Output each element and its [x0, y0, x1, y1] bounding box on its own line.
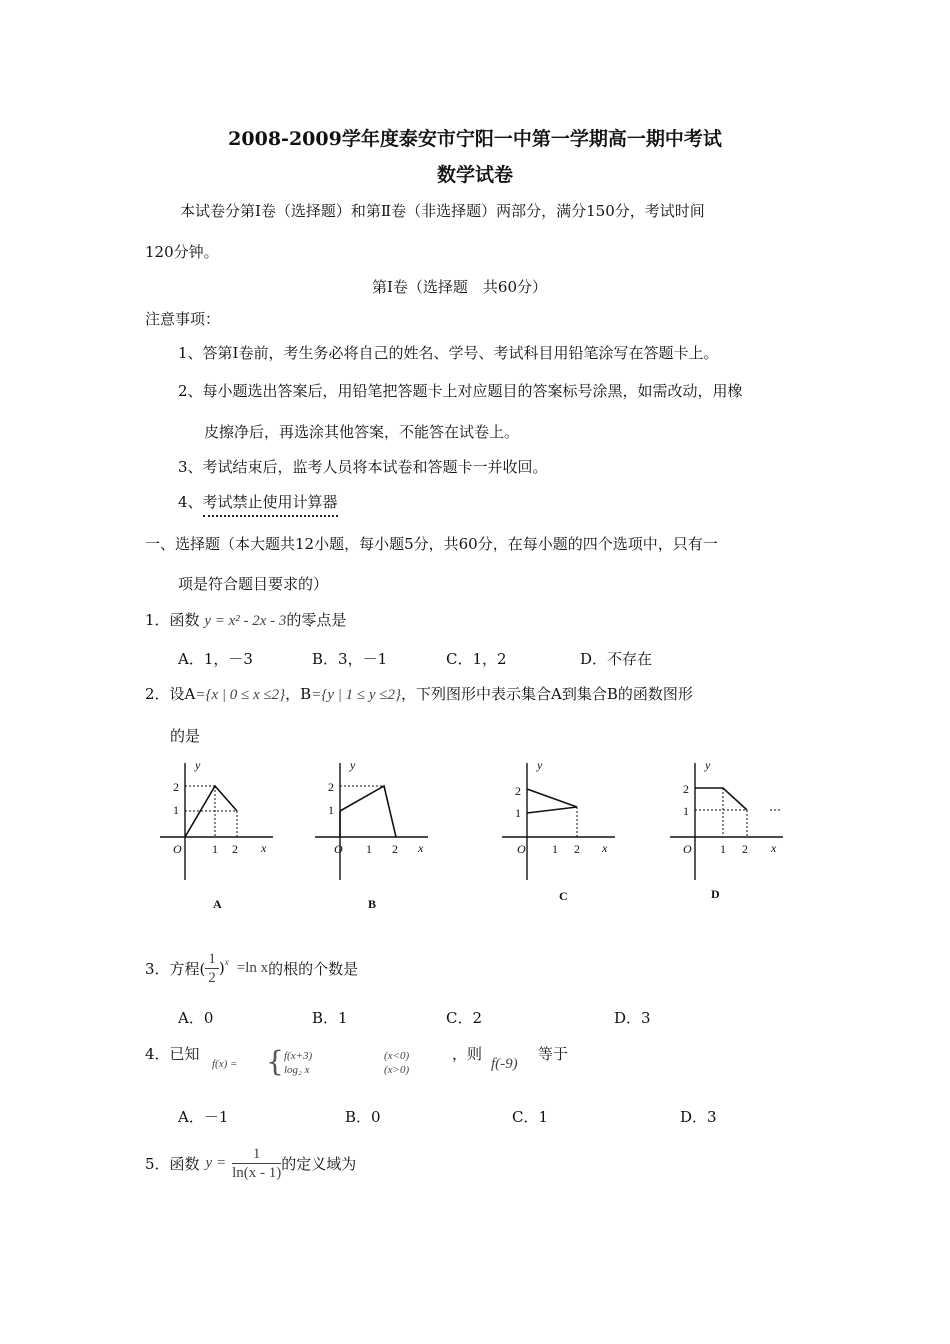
q1-tail: 的零点是 [286, 611, 347, 629]
q3-option-b: B．1 [312, 1009, 348, 1027]
graph-d-origin: O [683, 842, 692, 856]
q3-pow: ) [218, 959, 225, 977]
q4-option-c: C．1 [512, 1108, 549, 1126]
graph-a-tick-x1: 1 [212, 842, 218, 856]
graph-d-tick-x2: 2 [742, 842, 748, 856]
graph-c-curve [527, 789, 577, 813]
q5-frac-den: ln(x - 1) [232, 1164, 282, 1181]
graph-a-tick-y2: 2 [173, 780, 179, 794]
graph-c-tick-x2: 2 [574, 842, 580, 856]
q4-tail: 等于 [538, 1045, 569, 1063]
q2-mid: ，B [285, 685, 312, 703]
graph-d-tick-y2: 2 [683, 782, 689, 796]
q4-f-lhs: f(x) = [212, 1058, 238, 1070]
q2-tail: ，下列图形中表示集合A到集合B的函数图形 [400, 685, 693, 703]
graph-d-y-label: y [705, 758, 711, 772]
graph-a-y-label: y [195, 758, 201, 772]
graph-c-y-label: y [537, 758, 543, 772]
intro-line-1: 本试卷分第Ⅰ卷（选择题）和第Ⅱ卷（非选择题）两部分，满分150分，考试时间 [180, 202, 705, 220]
q2-line-2: 的是 [170, 727, 201, 745]
graph-c [497, 755, 627, 915]
q1-number: 1．函数 [145, 611, 200, 629]
graph-d-x-label: x [771, 841, 777, 855]
q3-rhs: =ln x [236, 959, 269, 976]
graph-b-y-label: y [350, 758, 356, 772]
q4-case2-expr: log₂ x [284, 1064, 310, 1076]
graph-b-tick-x2: 2 [392, 842, 398, 856]
question-2 [145, 683, 693, 704]
graph-a-label: A [213, 897, 222, 911]
q1-option-d: D．不存在 [580, 650, 653, 668]
graph-d-tick-x1: 1 [720, 842, 726, 856]
note-4-emphasis: 考试禁止使用计算器 [203, 493, 338, 517]
q3-option-c: C．2 [446, 1009, 483, 1027]
note-1: 1、答第Ⅰ卷前，考生务必将自己的姓名、学号、考试科目用铅笔涂写在答题卡上。 [178, 344, 719, 362]
intro-line-2: 120分钟。 [145, 243, 219, 261]
note-2b: 皮擦净后，再选涂其他答案，不能答在试卷上。 [204, 423, 520, 441]
q4-brace: { [266, 1045, 284, 1078]
q4-mid: ，则 [452, 1045, 483, 1063]
q5-frac-num: 1 [232, 1145, 281, 1164]
section1-line-2: 项是符合题目要求的） [178, 575, 329, 593]
q3-prefix: 3．方程( [145, 959, 206, 978]
q3-fraction [205, 950, 219, 987]
graph-a-tick-x2: 2 [232, 842, 238, 856]
q2-prefix: 2．设A [145, 685, 196, 703]
q1-option-b: B．3，－1 [312, 650, 388, 668]
graph-b-curve [340, 786, 396, 837]
q3-frac-den: 2 [208, 969, 216, 986]
graph-c-tick-y2: 2 [515, 784, 521, 798]
q4-option-d: D．3 [680, 1108, 717, 1126]
graph-b-x-label: x [418, 841, 424, 855]
q1-option-a: A．1，－3 [178, 650, 253, 668]
q2-set-b: ={y | 1 ≤ y ≤2} [311, 687, 401, 703]
graph-d-tick-y1: 1 [683, 804, 689, 818]
graph-b-tick-y2: 2 [328, 780, 334, 794]
q2-set-a: ={x | 0 ≤ x ≤2} [195, 687, 286, 703]
note-2a: 2、每小题选出答案后，用铅笔把答题卡上对应题目的答案标号涂黑，如需改动，用橡 [178, 382, 743, 400]
q4-f-call: f(-9) [491, 1056, 518, 1072]
graph-b-tick-x1: 1 [366, 842, 372, 856]
graph-c-x-label: x [602, 841, 608, 855]
graph-c-label: C [559, 889, 568, 903]
question-3 [145, 946, 358, 990]
q5-fraction [232, 1145, 281, 1182]
graph-c-tick-x1: 1 [552, 842, 558, 856]
q3-option-d: D．3 [614, 1009, 651, 1027]
question-1 [145, 609, 346, 630]
graph-d-label: D [711, 887, 720, 901]
q4-case1-cond: (x<0) [384, 1050, 410, 1062]
graph-a [155, 755, 285, 915]
graph-c-tick-y1: 1 [515, 806, 521, 820]
q3-frac-num: 1 [205, 950, 219, 969]
graph-b-tick-y1: 1 [328, 803, 334, 817]
q1-formula: y = x² - 2x - 3 [204, 613, 287, 629]
notes-heading: 注意事项： [145, 310, 221, 328]
q4-option-a: A．－1 [178, 1108, 229, 1126]
graph-d [665, 755, 795, 915]
graph-a-x-label: x [261, 841, 267, 855]
part1-heading: 第Ⅰ卷（选择题 共60分） [372, 278, 548, 296]
graph-d-curve [695, 788, 747, 810]
note-3: 3、考试结束后，监考人员将本试卷和答题卡一并收回。 [178, 458, 548, 476]
q4-case2-cond: (x>0) [384, 1064, 410, 1076]
q5-lhs: y = [205, 1154, 227, 1171]
graph-b-label: B [368, 897, 377, 911]
q5-tail: 的定义域为 [281, 1154, 357, 1173]
graph-c-origin: O [517, 842, 526, 856]
q5-prefix: 5．函数 [145, 1154, 200, 1173]
q4-option-b: B．0 [345, 1108, 381, 1126]
graph-b-origin: O [334, 842, 343, 856]
graph-b [310, 755, 440, 915]
q1-option-c: C．1，2 [446, 650, 507, 668]
question-5 [145, 1140, 356, 1186]
q3-option-a: A．0 [178, 1009, 214, 1027]
section1-line-1: 一、选择题（本大题共12小题，每小题5分，共60分，在每小题的四个选项中，只有一 [145, 535, 718, 553]
graph-a-origin: O [173, 842, 182, 856]
q4-case1-expr: f(x+3) [284, 1050, 313, 1062]
q3-exponent: x [224, 957, 229, 967]
note-4 [178, 491, 338, 512]
q4-prefix: 4．已知 [145, 1045, 200, 1063]
page-title: 2008-2009学年度泰安市宁阳一中第一学期高一期中考试 [228, 128, 722, 150]
q3-tail: 的根的个数是 [268, 959, 359, 978]
note-4-prefix: 4、 [178, 493, 203, 511]
page-subtitle: 数学试卷 [436, 164, 513, 186]
graph-a-tick-y1: 1 [173, 803, 179, 817]
